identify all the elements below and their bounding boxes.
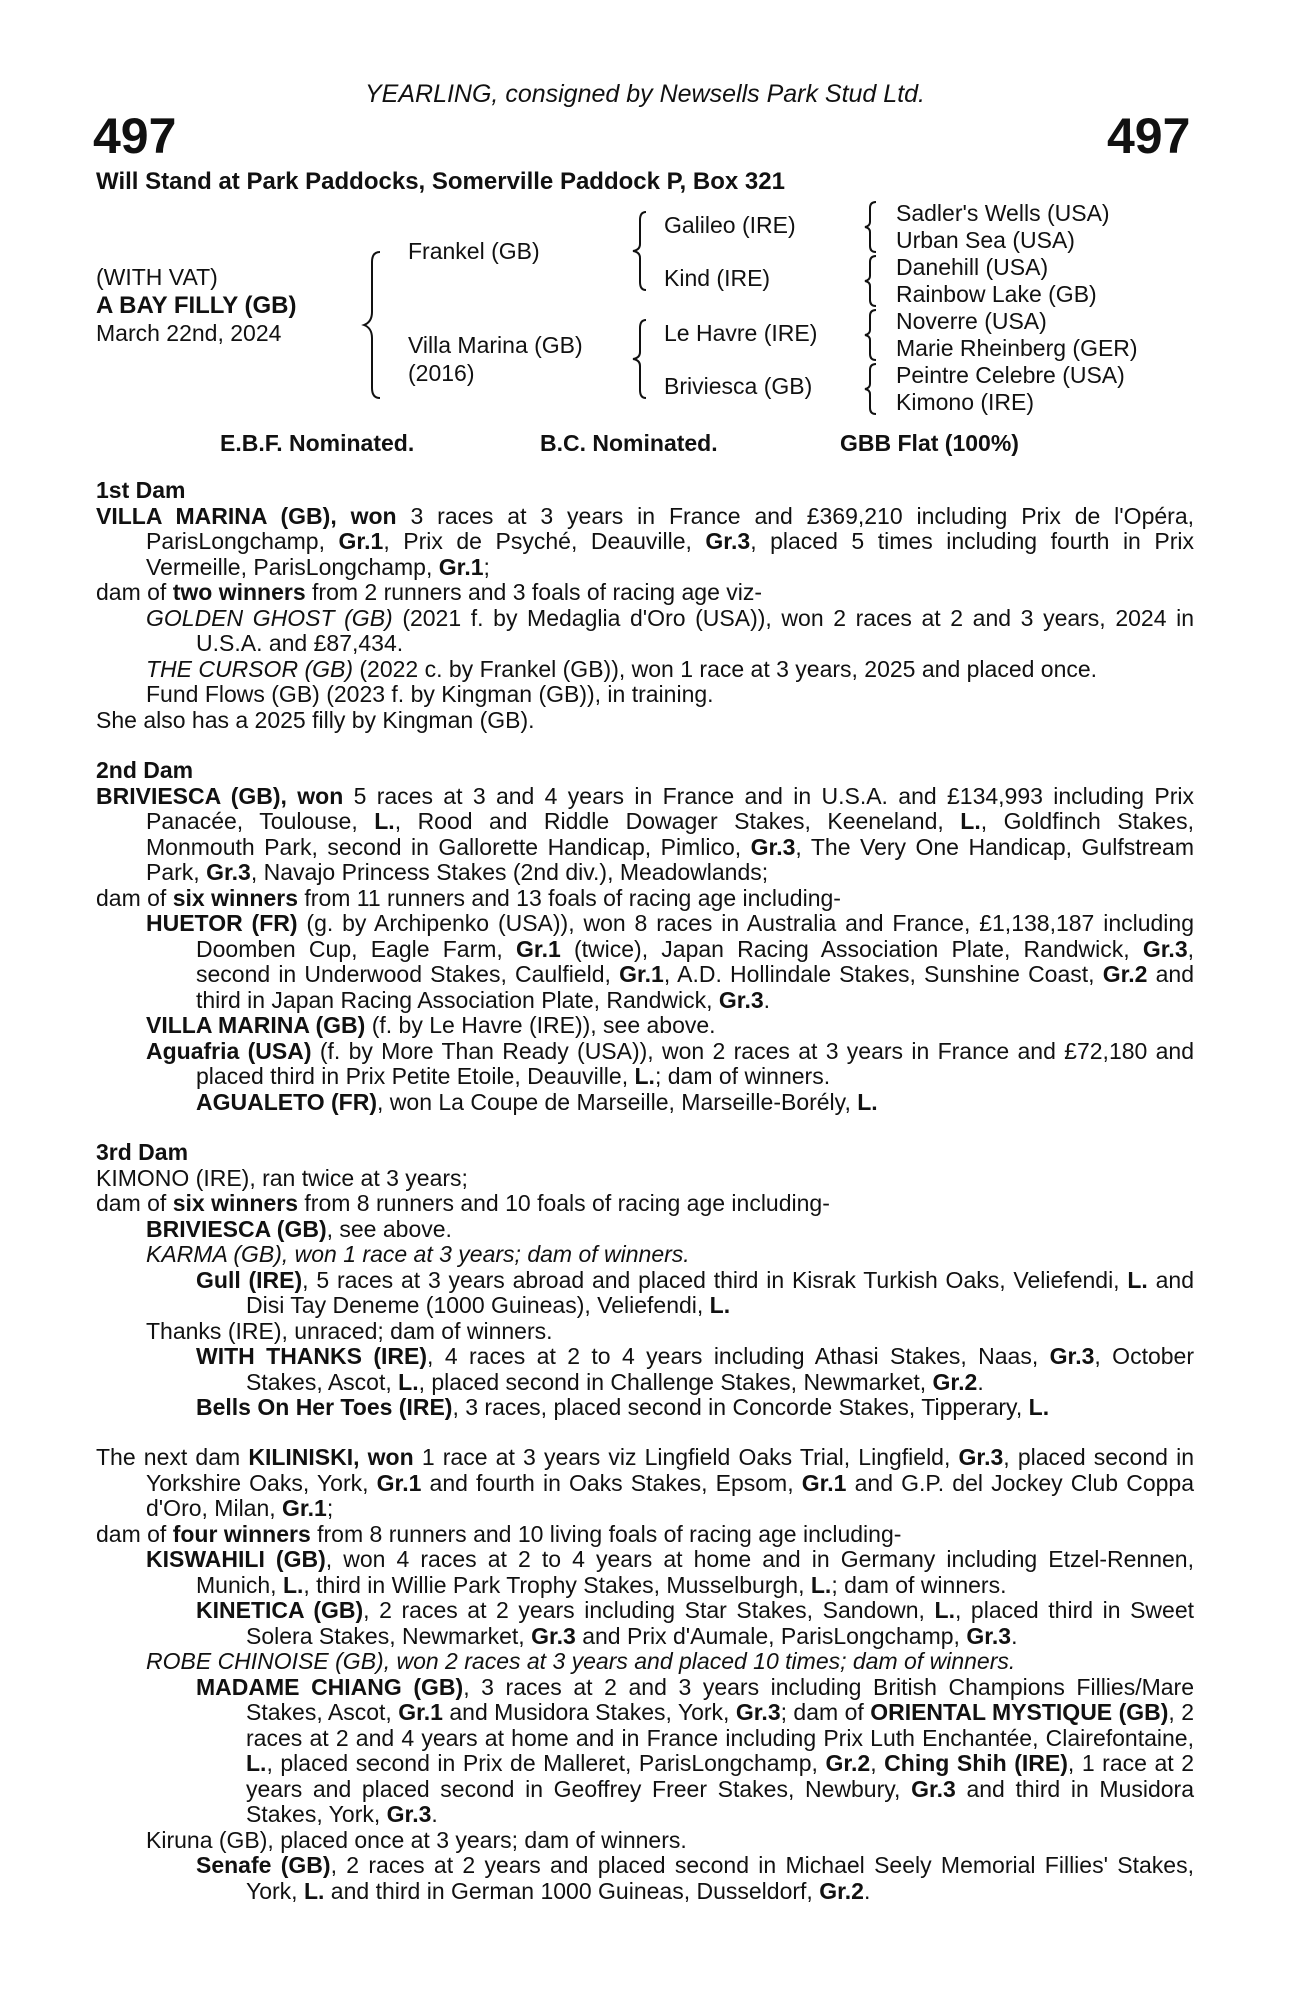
second-dam-section	[96, 758, 1194, 1115]
second-dam-produce-agualeto: AGUALETO (FR), won La Coupe de Marseille, Marseille-Borély, L.	[196, 1088, 878, 1115]
dam-year: (2016)	[408, 360, 475, 386]
third-dam-produce-karma: KARMA (GB), won 1 race at 3 years; dam of winners.	[146, 1241, 690, 1267]
lot-number-right: 497	[1107, 108, 1191, 164]
next-dam-produce-kinetica: KINETICA (GB), 2 races at 2 years including Star Stakes, Sandown, L., placed third in Sweet Solera Stakes, Newmarket, Gr.3 and Prix d'Aumale, ParisLongchamp, Gr.3.	[196, 1597, 1195, 1649]
first-dam-produce-1: GOLDEN GHOST (GB) (2021 f. by Medaglia d'Oro (USA)), won 2 races at 2 and 3 years, 2024 in U.S.A. and £87,434.	[146, 604, 1194, 656]
gg-brace-4	[862, 362, 882, 416]
third-dam-produce-summary: dam of six winners from 8 runners and 10 foals of racing age including-	[96, 1190, 830, 1216]
sire-brace	[630, 210, 654, 292]
bc-nomination: B.C. Nominated.	[540, 430, 718, 456]
gg-brace-1	[862, 200, 882, 254]
next-dam-produce-kiruna: Kiruna (GB), placed once at 3 years; dam of winners.	[146, 1826, 687, 1853]
gg-brace-3	[862, 308, 882, 362]
third-dam-heading: 3rd Dam	[96, 1139, 189, 1165]
second-dam-produce-summary: dam of six winners from 11 runners and 13 foals of racing age including-	[96, 884, 841, 911]
next-dam-produce-summary: dam of four winners from 8 runners and 10 living foals of racing age including-	[96, 1520, 902, 1547]
next-dam-section	[96, 1445, 1194, 1904]
dam-brace	[630, 318, 654, 400]
ebf-nomination: E.B.F. Nominated.	[220, 430, 415, 456]
first-dam-section	[96, 478, 1194, 733]
gg-6: Marie Rheinberg (GER)	[896, 335, 1138, 361]
second-dam-produce-aguafria: Aguafria (USA) (f. by More Than Ready (USA)), won 2 races at 3 years in France and £72,180 and placed third in Prix Petite Etoile, Deauville, L.; dam of winners.	[146, 1037, 1195, 1089]
second-dam-produce-villa-marina: VILLA MARINA (GB) (f. by Le Havre (IRE)), see above.	[146, 1012, 716, 1038]
gg-7: Peintre Celebre (USA)	[896, 362, 1125, 388]
next-dam-produce-kiswahili: KISWAHILI (GB), won 4 races at 2 to 4 years at home and in Germany including Etzel-Rennen, Munich, L., third in Willie Park Trophy Stakes, Musselburgh, L.; dam of winners.	[146, 1546, 1194, 1598]
gg-2: Urban Sea (USA)	[896, 227, 1075, 253]
horse-name: A BAY FILLY (GB)	[96, 292, 297, 319]
gg-3: Danehill (USA)	[896, 254, 1049, 280]
first-dam-produce-summary: dam of two winners from 2 runners and 3 foals of racing age viz-	[96, 579, 763, 605]
next-dam-produce-senafe: Senafe (GB), 2 races at 2 years and placed second in Michael Seely Memorial Fillies' Stakes, York, L. and third in German 1000 Guineas, Dusseldorf, Gr.2.	[196, 1852, 1194, 1904]
sire: Frankel (GB)	[408, 238, 540, 264]
third-dam-produce-briviesca: BRIVIESCA (GB), see above.	[146, 1215, 452, 1242]
dam-dam: Briviesca (GB)	[664, 373, 813, 399]
consignor-line: YEARLING, consigned by Newsells Park Stud Ltd.	[365, 80, 925, 108]
third-dam-section	[96, 1140, 1194, 1421]
second-dam-produce-huetor: HUETOR (FR) (g. by Archipenko (USA)), won 8 races in Australia and France, £1,138,187 including Doomben Cup, Eagle Farm, Gr.1 (twice), Japan Racing Association Plate, Randwick, Gr.3, second in Underwood Stakes, Caulfield, Gr.1, A.D. Hollindale Stakes, Sunshine Coast, Gr.2 and third in Japan Racing Association Plate, Randwick, Gr.3.	[146, 910, 1195, 1013]
first-dam-produce-3: Fund Flows (GB) (2023 f. by Kingman (GB)), in training.	[146, 681, 714, 707]
sire-sire: Galileo (IRE)	[664, 212, 796, 238]
first-dam-record: VILLA MARINA (GB), won 3 races at 3 years in France and £369,210 including Prix de l'Opéra, ParisLongchamp, Gr.1, Prix de Psyché, Deauville, Gr.3, placed 5 times including fourth in Prix Vermeille, ParisLongchamp, Gr.1;	[96, 502, 1194, 580]
foaled-date: March 22nd, 2024	[96, 320, 282, 346]
dam-sire: Le Havre (IRE)	[664, 320, 818, 346]
first-dam-produce-4: She also has a 2025 filly by Kingman (GB).	[96, 706, 535, 733]
stand-location: Will Stand at Park Paddocks, Somerville Paddock P, Box 321	[96, 168, 785, 195]
third-dam-produce-gull: Gull (IRE), 5 races at 3 years abroad and placed third in Kisrak Turkish Oaks, Veliefendi, L. and Disi Tay Deneme (1000 Guineas), Veliefendi, L.	[196, 1266, 1194, 1318]
third-dam-record: KIMONO (IRE), ran twice at 3 years;	[96, 1164, 468, 1191]
next-dam-produce-madame-chiang: MADAME CHIANG (GB), 3 races at 2 and 3 years including British Champions Fillies/Mare Stakes, Ascot, Gr.1 and Musidora Stakes, York, Gr.3; dam of ORIENTAL MYSTIQUE (GB), 2 races at 2 and 4 years at home and in France including Prix Luth Enchantée, Clairefontaine, L., placed second in Prix de Malleret, ParisLongchamp, Gr.2, Ching Shih (IRE), 1 race at 2 years and placed second in Geoffrey Freer Stakes, Newbury, Gr.3 and third in Musidora Stakes, York, Gr.3.	[196, 1673, 1194, 1827]
next-dam-produce-robe-chinoise: ROBE CHINOISE (GB), won 2 races at 3 years and placed 10 times; dam of winners.	[146, 1648, 1016, 1674]
vat-note: (WITH VAT)	[96, 264, 218, 290]
gg-1: Sadler's Wells (USA)	[896, 200, 1110, 226]
gg-8: Kimono (IRE)	[896, 389, 1035, 415]
first-dam-heading: 1st Dam	[96, 477, 186, 503]
second-dam-heading: 2nd Dam	[96, 757, 194, 783]
gg-5: Noverre (USA)	[896, 308, 1047, 334]
third-dam-produce-bells-on-her-toes: Bells On Her Toes (IRE), 3 races, placed second in Concorde Stakes, Tipperary, L.	[196, 1394, 1050, 1420]
lot-number-left: 497	[93, 108, 177, 164]
third-dam-produce-thanks: Thanks (IRE), unraced; dam of winners.	[146, 1317, 553, 1344]
next-dam-record: The next dam KILINISKI, won 1 race at 3 years viz Lingfield Oaks Trial, Lingfield, Gr.3, placed second in Yorkshire Oaks, York, Gr.1 and fourth in Oaks Stakes, Epsom, Gr.1 and G.P. del Jockey Club Coppa d'Oro, Milan, Gr.1;	[96, 1444, 1194, 1521]
gg-4: Rainbow Lake (GB)	[896, 281, 1097, 307]
second-dam-record: BRIVIESCA (GB), won 5 races at 3 and 4 years in France and in U.S.A. and £134,993 including Prix Panacée, Toulouse, L., Rood and Riddle Dowager Stakes, Keeneland, L., Goldfinch Stakes, Monmouth Park, second in Gallorette Handicap, Pimlico, Gr.3, The Very One Handicap, Gulfstream Park, Gr.3, Navajo Princess Stakes (2nd div.), Meadowlands;	[96, 782, 1194, 885]
gg-brace-2	[862, 254, 882, 308]
first-dam-produce-2: THE CURSOR (GB) (2022 c. by Frankel (GB)), won 1 race at 3 years, 2025 and placed once.	[146, 655, 1098, 682]
dam: Villa Marina (GB)	[408, 332, 583, 358]
third-dam-produce-with-thanks: WITH THANKS (IRE), 4 races at 2 to 4 years including Athasi Stakes, Naas, Gr.3, October Stakes, Ascot, L., placed second in Challenge Stakes, Newmarket, Gr.2.	[196, 1343, 1194, 1395]
main-brace	[360, 250, 390, 400]
sire-dam: Kind (IRE)	[664, 265, 771, 291]
gbb-flat: GBB Flat (100%)	[840, 430, 1019, 456]
